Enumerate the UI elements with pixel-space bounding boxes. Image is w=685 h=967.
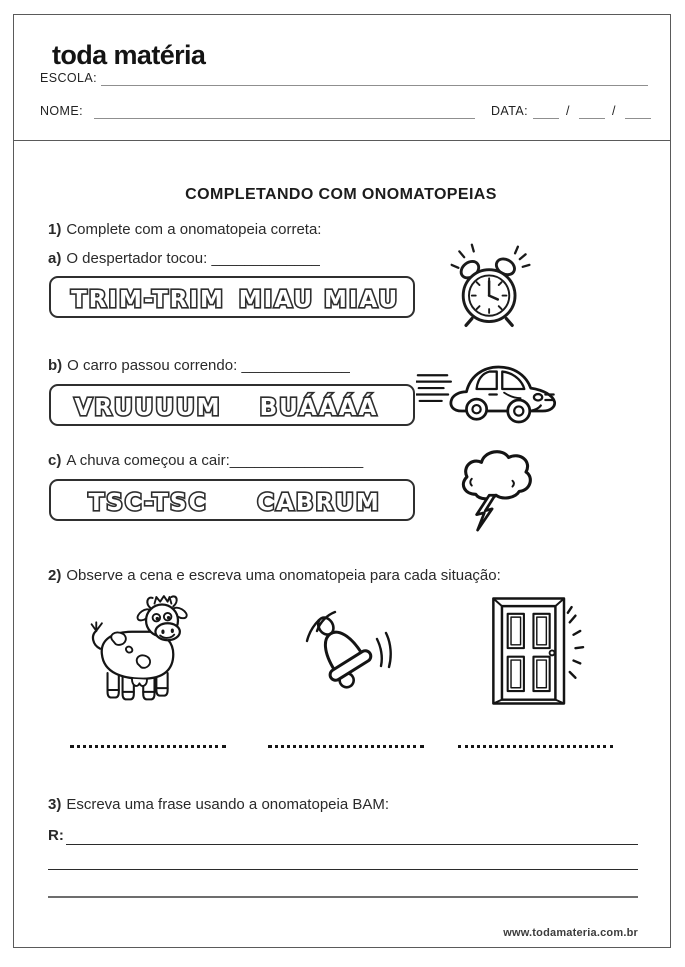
svg-text:BUÁÁÁÁ: BUÁÁÁÁ: [259, 395, 379, 421]
item-c-blank: ________________: [229, 452, 364, 469]
question-2-number: 2): [48, 567, 62, 584]
svg-text:CABRUM: CABRUM: [257, 490, 381, 516]
storm-cloud-icon: [452, 442, 540, 534]
svg-text:MIAU MIAU: MIAU MIAU: [238, 287, 400, 313]
question-2: [48, 567, 501, 584]
date-label: DATA:: [491, 104, 528, 118]
question-3-text: Escreva uma frase usando a onomatopeia BAM:: [66, 796, 390, 813]
cow-icon: [85, 591, 193, 711]
item-a: [48, 250, 320, 267]
date-separator: /: [612, 104, 616, 118]
name-write-line: [94, 118, 475, 119]
svg-text:VRUUUUM: VRUUUUM: [74, 395, 222, 421]
header-box: [13, 14, 671, 141]
option-buaaaa: [232, 387, 403, 423]
speeding-car-icon: [416, 351, 572, 427]
option-vruuuum: [61, 387, 232, 423]
option-trim-trim: [61, 279, 232, 315]
item-b-blank: _____________: [241, 357, 350, 374]
bell-icon: [297, 605, 397, 705]
options-box-a: [49, 276, 415, 318]
item-b: [48, 357, 350, 374]
date-year-line: [625, 118, 651, 119]
item-c-text: A chuva começou a cair:: [66, 452, 230, 469]
item-b-text: O carro passou correndo:: [67, 357, 242, 374]
answer-label: R:: [48, 827, 64, 844]
worksheet-title: COMPLETANDO COM ONOMATOPEIAS: [185, 186, 497, 203]
door-icon: [480, 592, 585, 710]
option-tsc-tsc: [61, 482, 232, 518]
date-month-line: [579, 118, 605, 119]
school-label: ESCOLA:: [40, 71, 97, 85]
school-write-line: [101, 85, 648, 86]
item-c: [48, 452, 363, 469]
answer-line-2: [48, 869, 638, 870]
options-box-c: [49, 479, 415, 521]
alarm-clock-icon: [444, 238, 540, 334]
scene-answer-line-2: [268, 737, 424, 748]
name-label: NOME:: [40, 104, 83, 118]
item-b-letter: b): [48, 357, 63, 374]
answer-line-3: [48, 896, 638, 898]
question-1: [48, 221, 321, 238]
item-a-text: O despertador tocou:: [66, 250, 212, 267]
footer-url: www.todamateria.com.br: [503, 927, 638, 939]
svg-text:TSC-TSC: TSC-TSC: [88, 490, 208, 516]
option-cabrum: [232, 482, 403, 518]
scene-answer-line-1: [70, 737, 226, 748]
answer-line-1: [66, 844, 638, 845]
question-3-number: 3): [48, 796, 62, 813]
date-separator: /: [566, 104, 570, 118]
question-3: [48, 796, 389, 813]
date-day-line: [533, 118, 559, 119]
item-a-letter: a): [48, 250, 62, 267]
question-1-text: Complete com a onomatopeia correta:: [66, 221, 322, 238]
option-miau-miau: [232, 279, 403, 315]
options-box-b: [49, 384, 415, 426]
item-c-letter: c): [48, 452, 62, 469]
svg-text:TRIM-TRIM: TRIM-TRIM: [71, 287, 225, 313]
brand-logo: toda matéria: [52, 40, 206, 70]
question-1-number: 1): [48, 221, 62, 238]
scene-answer-line-3: [458, 737, 613, 748]
question-2-text: Observe a cena e escreva uma onomatopeia para cada situação:: [66, 567, 501, 584]
item-a-blank: _____________: [211, 250, 320, 267]
